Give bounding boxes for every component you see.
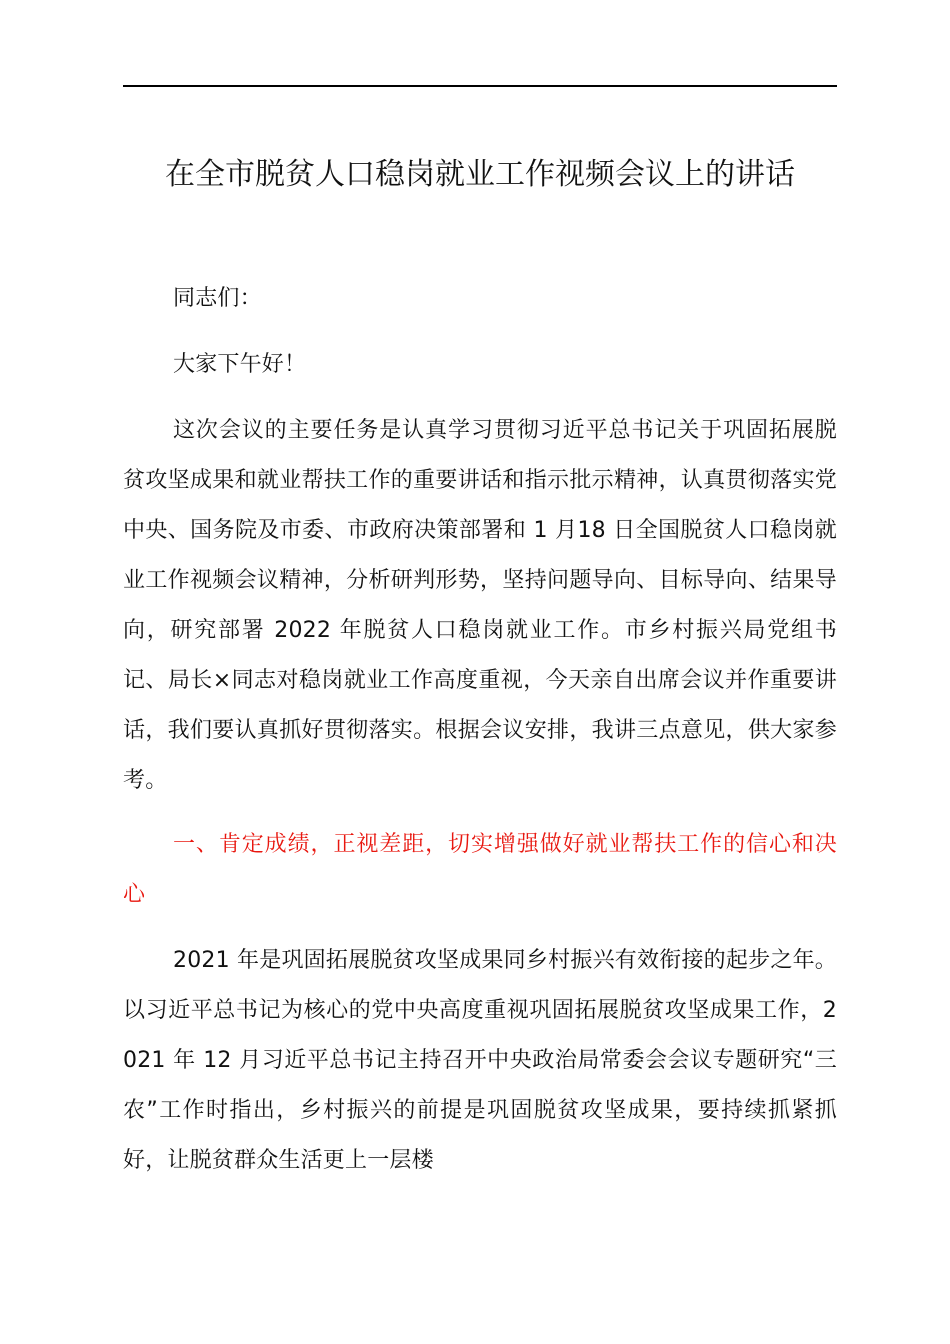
body-paragraph-2: 2021 年是巩固拓展脱贫攻坚成果同乡村振兴有效衔接的起步之年。以习近平总书记为核心的党中央高度重视巩固拓展脱贫攻坚成果工作，2021 年 12 月习近平总书记主持召开中央政治局常委会会议专题研究“三农”工作时指出，乡村振兴的前提是巩固脱贫攻坚成果，要持续抓紧抓好，让脱贫群众生活更上一层楼: [123, 948, 837, 1173]
document-title: 在全市脱贫人口稳岗就业工作视频会议上的讲话: [165, 157, 795, 192]
section-heading-1: 一、肯定成绩，正视差距，切实增强做好就业帮扶工作的信心和决心: [123, 832, 837, 907]
header-rule: [123, 85, 837, 87]
salutation: 同志们：: [173, 286, 262, 311]
greeting: 大家下午好！: [173, 352, 307, 377]
body-paragraph-1: 这次会议的主要任务是认真学习贯彻习近平总书记关于巩固拓展脱贫攻坚成果和就业帮扶工作的重要讲话和指示批示精神，认真贯彻落实党中央、国务院及市委、市政府决策部署和 1 月18 日全国脱贫人口稳岗就业工作视频会议精神，分析研判形势，坚持问题导向、目标导向、结果导向，研究部署 2022 年脱贫人口稳岗就业工作。市乡村振兴局党组书记、局长×同志对稳岗就业工作高度重视，今天亲自出席会议并作重要讲话，我们要认真抓好贯彻落实。根据会议安排，我讲三点意见，供大家参考。: [123, 418, 837, 793]
